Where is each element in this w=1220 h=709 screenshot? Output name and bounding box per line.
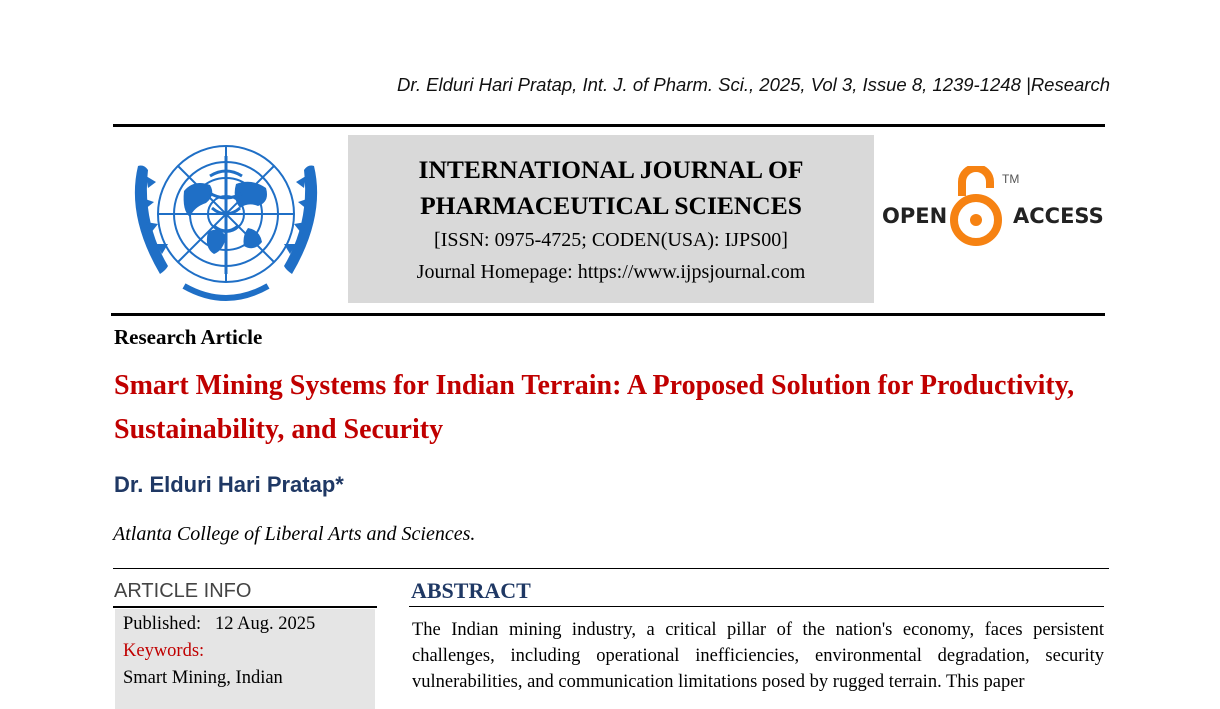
journal-emblem-icon — [124, 136, 328, 306]
published-label: Published: — [123, 614, 202, 634]
open-lock-icon — [954, 168, 998, 242]
article-info-box — [115, 609, 375, 709]
abstract-heading: ABSTRACT — [411, 578, 531, 603]
article-type: Research Article — [114, 325, 263, 349]
journal-homepage-link[interactable]: Journal Homepage: https://www.ijpsjournal.com — [416, 261, 806, 283]
open-access-open-text: OPEN — [882, 204, 948, 228]
article-author[interactable]: Dr. Elduri Hari Pratap* — [114, 472, 344, 497]
masthead-rule — [111, 313, 1105, 316]
section-rule — [113, 568, 1109, 569]
keywords-label: Keywords: — [123, 641, 205, 661]
trademark-text: TM — [1002, 172, 1020, 186]
header-rule — [113, 124, 1105, 127]
published-date: 12 Aug. 2025 — [215, 614, 316, 634]
running-head: Dr. Elduri Hari Pratap, Int. J. of Pharm. Sci., 2025, Vol 3, Issue 8, 1239-1248 |Research — [397, 74, 1110, 95]
article-info-heading: ARTICLE INFO — [114, 580, 252, 602]
abstract-text: The Indian mining industry, a critical pillar of the nation's economy, faces persistent challenges, including operational inefficiencies, environmental degradation, security vulnerabilities, and communication limitations posed by rugged terrain. This paper — [412, 620, 1104, 692]
open-access-access-text: ACCESS — [1013, 204, 1104, 228]
article-title: Smart Mining Systems for Indian Terrain: A Proposed Solution for Productivity, Sustainability, and Security — [114, 370, 1075, 445]
journal-issn: [ISSN: 0975-4725; CODEN(USA): IJPS00] — [434, 229, 788, 251]
keywords-value: Smart Mining, Indian — [123, 668, 283, 688]
journal-name: INTERNATIONAL JOURNAL OF PHARMACEUTICAL SCIENCES — [418, 155, 804, 220]
journal-masthead — [348, 135, 874, 303]
abstract-rule — [409, 606, 1104, 607]
article-info-rule — [113, 606, 377, 608]
author-affiliation: Atlanta College of Liberal Arts and Sciences. — [113, 523, 476, 545]
open-access-logo — [880, 166, 1110, 250]
published-row — [123, 611, 375, 638]
